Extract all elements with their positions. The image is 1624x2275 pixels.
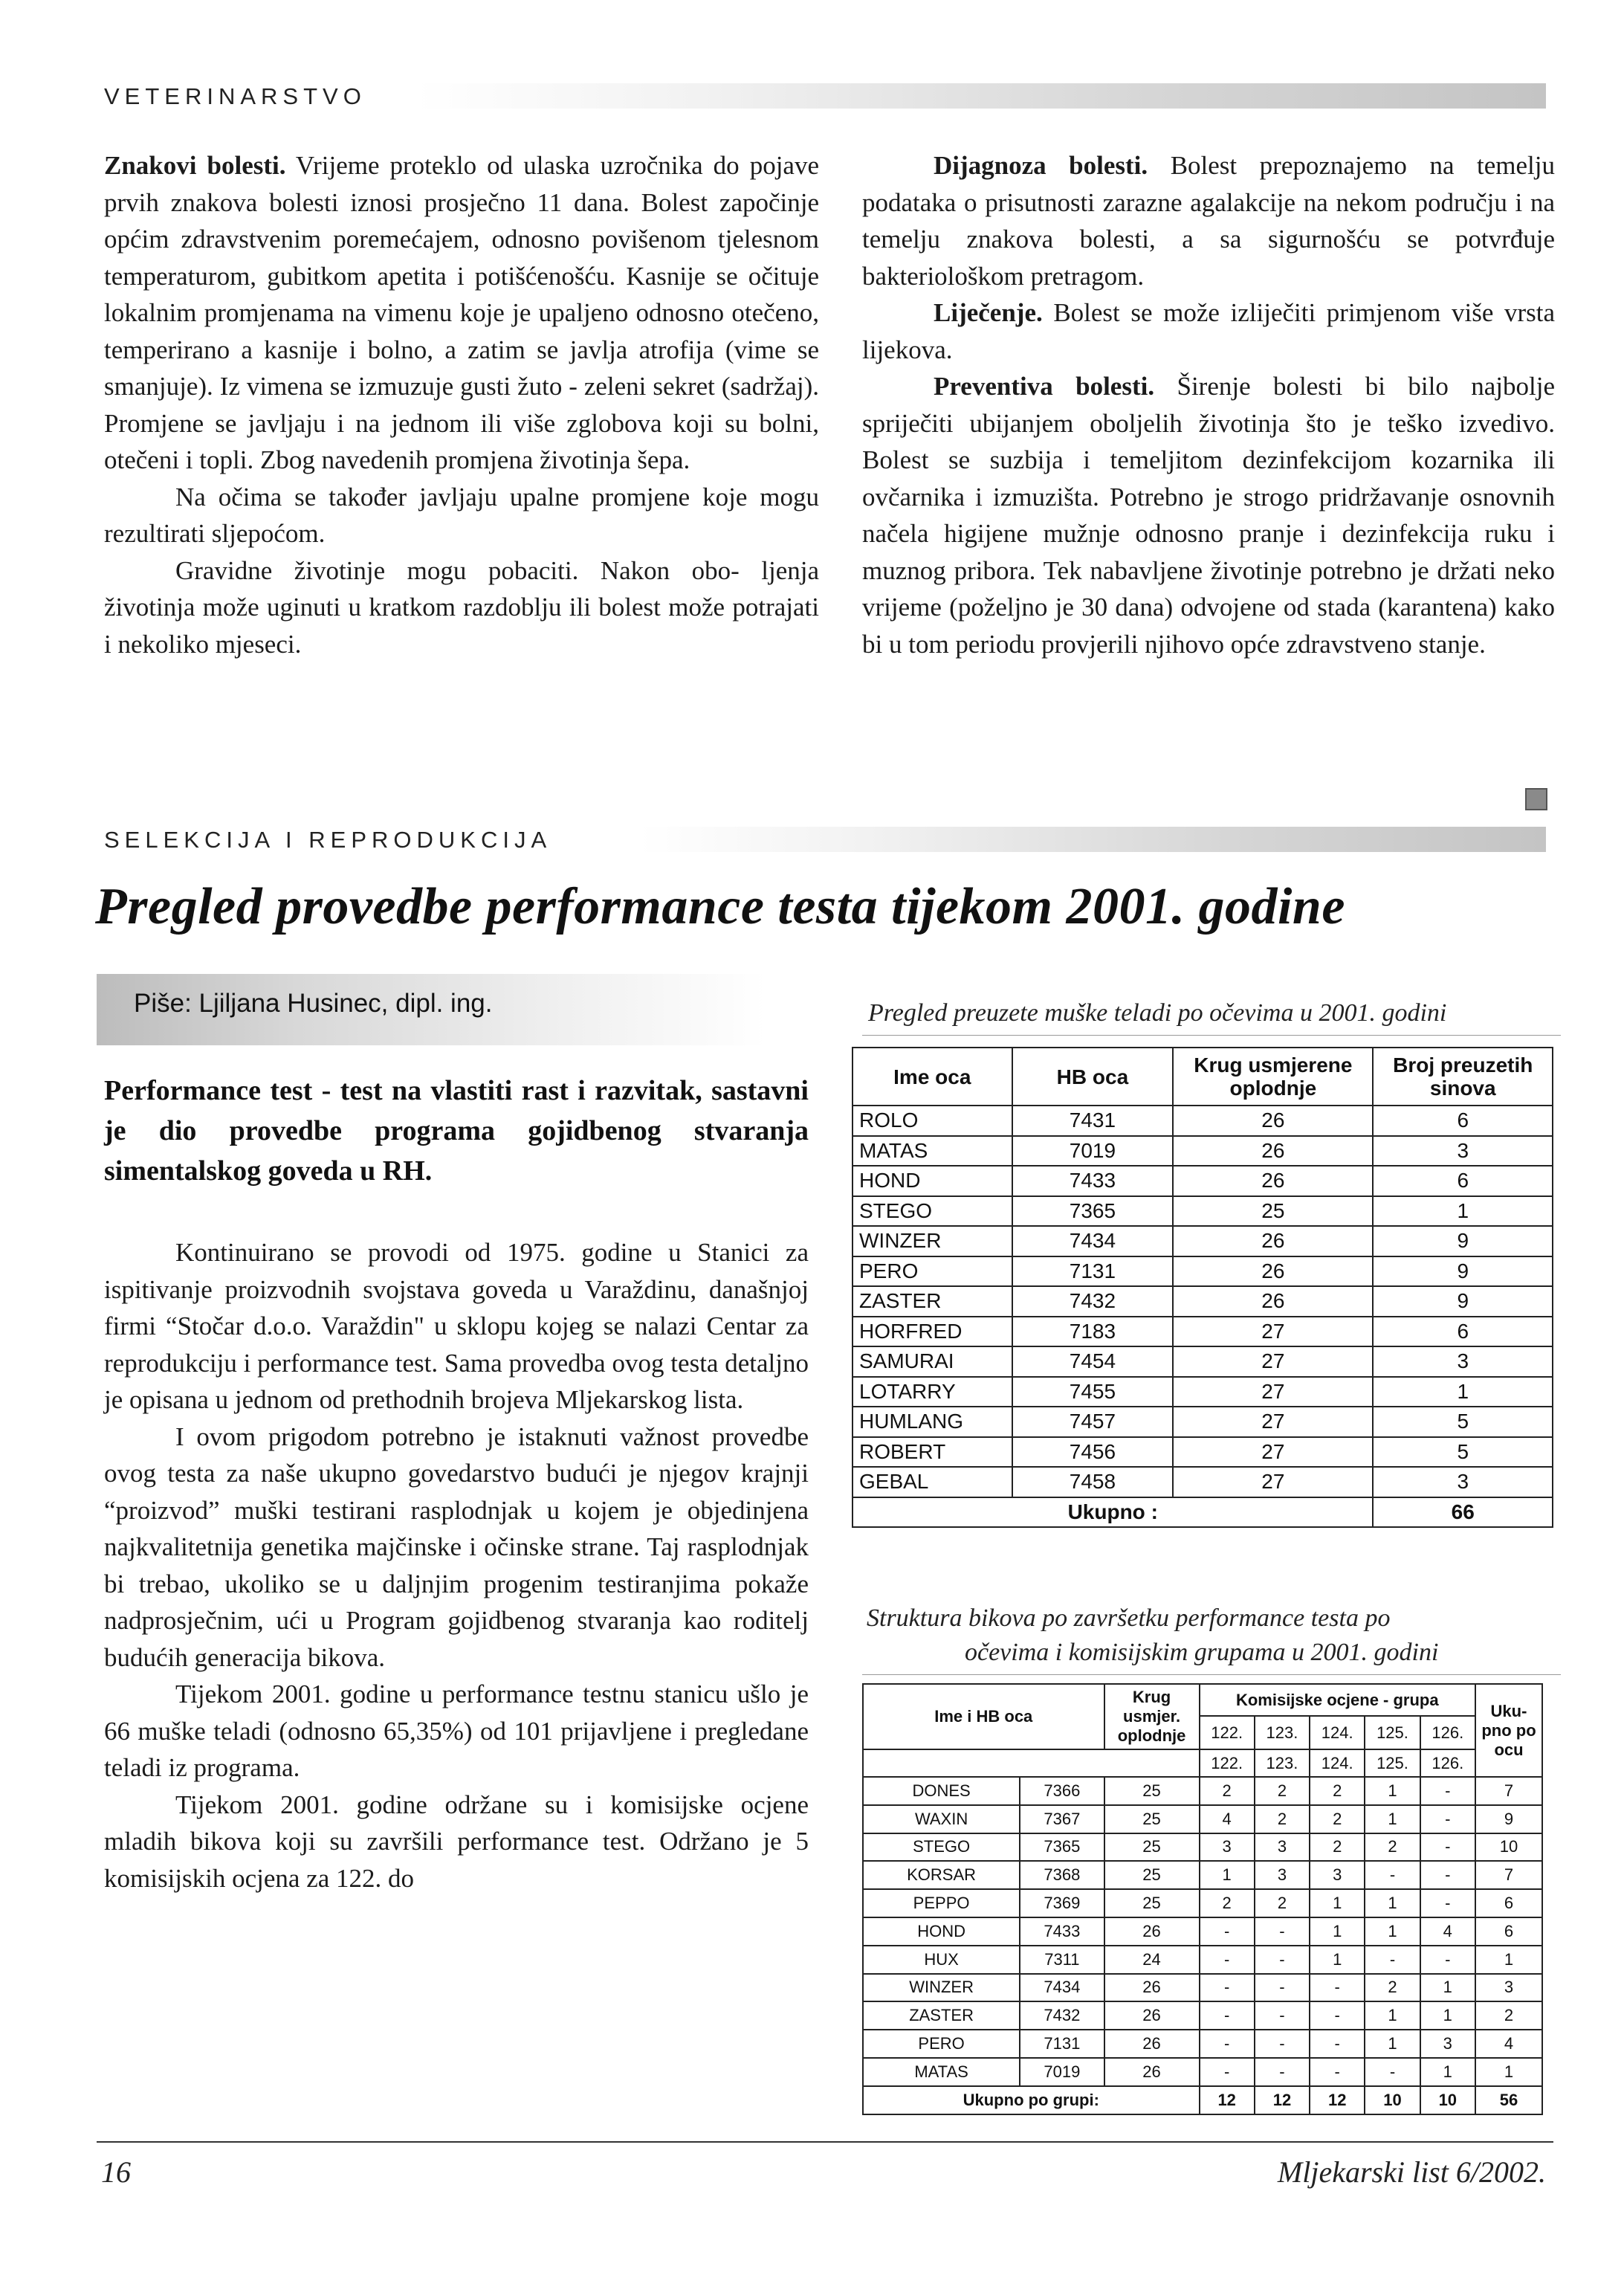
table1-cell-broj: 1 xyxy=(1373,1377,1553,1407)
table2-cell-g124: 1 xyxy=(1310,1917,1365,1946)
table1-cell-broj: 9 xyxy=(1373,1256,1553,1287)
table2-cell-g126: - xyxy=(1420,1946,1475,1974)
table1-cell-ime: ROBERT xyxy=(853,1437,1012,1468)
table1-cell-ime: HORFRED xyxy=(853,1317,1012,1347)
table1-body xyxy=(853,1106,1553,1527)
table1-cell-krug: 27 xyxy=(1173,1407,1373,1437)
table1-row xyxy=(853,1437,1553,1468)
table2-total-value: 12 xyxy=(1255,2086,1310,2114)
article-title: Pregled provedbe performance testa tijekom 2001. godine xyxy=(95,878,1345,935)
table1-cell-hb: 7431 xyxy=(1012,1106,1174,1136)
table1-cell-broj: 5 xyxy=(1373,1407,1553,1437)
table2-cell-g125: - xyxy=(1365,2058,1420,2086)
table2-cell-g125: 2 xyxy=(1365,1833,1420,1862)
table2-row xyxy=(863,1889,1542,1917)
table2-group-header-repeat: 125. xyxy=(1365,1749,1420,1777)
table2-cell-g122: - xyxy=(1200,1917,1255,1946)
table2-cell-g123: - xyxy=(1255,1946,1310,1974)
table2-total-value: 12 xyxy=(1200,2086,1255,2114)
table2-cell-g125: 1 xyxy=(1365,2001,1420,2030)
section-header-selekcija: SELEKCIJA I REPRODUKCIJA xyxy=(104,827,552,853)
table2-cell-total: 1 xyxy=(1475,2058,1542,2086)
table1-cell-krug: 26 xyxy=(1173,1226,1373,1256)
table2-cell-g126: - xyxy=(1420,1805,1475,1833)
table2-cell-hb: 7366 xyxy=(1020,1777,1104,1805)
table1-cell-krug: 25 xyxy=(1173,1196,1373,1227)
table1-cell-ime: LOTARRY xyxy=(853,1377,1012,1407)
table2-cell-g122: - xyxy=(1200,1946,1255,1974)
table2-cell-g126: - xyxy=(1420,1861,1475,1889)
table2-cell-krug: 24 xyxy=(1104,1946,1200,1974)
table2-cell-g122: - xyxy=(1200,2030,1255,2058)
table1-cell-broj: 6 xyxy=(1373,1317,1553,1347)
lead-preventiva: Preventiva bolesti. xyxy=(934,372,1155,401)
table2-cell-g126: 1 xyxy=(1420,1974,1475,2002)
table2-row xyxy=(863,1974,1542,2002)
table1-row xyxy=(853,1166,1553,1196)
table1-cell-hb: 7365 xyxy=(1012,1196,1174,1227)
section-header-veterinarstvo: VETERINARSTVO xyxy=(104,83,366,109)
table2-cell-g123: 3 xyxy=(1255,1861,1310,1889)
article-end-square-icon xyxy=(1525,788,1547,810)
table2-cell-hb: 7433 xyxy=(1020,1917,1104,1946)
table2-row xyxy=(863,1805,1542,1833)
table2-cell-krug: 25 xyxy=(1104,1805,1200,1833)
table1-row xyxy=(853,1196,1553,1227)
table1-header-ime: Ime oca xyxy=(853,1048,1012,1106)
table2-cell-g126: 3 xyxy=(1420,2030,1475,2058)
table2-cell-total: 1 xyxy=(1475,1946,1542,1974)
table2-cell-name: HOND xyxy=(863,1917,1020,1946)
table2-cell-krug: 26 xyxy=(1104,2030,1200,2058)
table2-cell-name: HUX xyxy=(863,1946,1020,1974)
section-header-rule xyxy=(416,83,1546,109)
table1-total-row xyxy=(853,1497,1553,1528)
table1-cell-ime: GEBAL xyxy=(853,1467,1012,1497)
table2-cell-g125: 2 xyxy=(1365,1974,1420,2002)
table2-cell-g124: 2 xyxy=(1310,1777,1365,1805)
paragraph-preventiva xyxy=(862,368,1555,662)
text-dijagnoza: Bolest prepoznajemo na temelju podataka o prisutnosti zarazne agalakcije na nekom području i na temelju znakova bolesti, a sa sigurnošću se potvrđuje bakteriološkom pretragom. xyxy=(862,151,1555,291)
lead-dijagnoza: Dijagnoza bolesti. xyxy=(934,151,1148,180)
table2-underline xyxy=(862,1674,1561,1675)
table1-cell-ime: SAMURAI xyxy=(853,1346,1012,1377)
table2-group-header: 125. xyxy=(1365,1716,1420,1749)
table1-header-krug: Krug usmjerene oplodnje xyxy=(1173,1048,1373,1106)
table2-cell-name: KORSAR xyxy=(863,1861,1020,1889)
table2-body xyxy=(863,1777,1542,2114)
table2-caption-line1: Struktura bikova po završetku performance testa po xyxy=(867,1604,1391,1632)
table1-cell-hb: 7458 xyxy=(1012,1467,1174,1497)
table2-header-row-1 xyxy=(863,1684,1542,1716)
table1-cell-hb: 7433 xyxy=(1012,1166,1174,1196)
table1-header-hb: HB oca xyxy=(1012,1048,1174,1106)
table1-cell-ime: STEGO xyxy=(853,1196,1012,1227)
table2-cell-name: WINZER xyxy=(863,1974,1020,2002)
table2-cell-g123: - xyxy=(1255,2030,1310,2058)
text-gravidne: Gravidne životinje mogu pobaciti. Nakon obo- ljenja životinja može uginuti u kratkom razdoblju ili bolest može potrajati i nekoliko mjeseci. xyxy=(104,555,819,659)
table2-cell-g126: 4 xyxy=(1420,1917,1475,1946)
table1-cell-hb: 7457 xyxy=(1012,1407,1174,1437)
table2-cell-g124: - xyxy=(1310,2001,1365,2030)
table1-cell-hb: 7456 xyxy=(1012,1437,1174,1468)
table2-cell-hb: 7131 xyxy=(1020,2030,1104,2058)
table1-cell-broj: 5 xyxy=(1373,1437,1553,1468)
table2-cell-g126: - xyxy=(1420,1777,1475,1805)
table2-cell-g126: - xyxy=(1420,1889,1475,1917)
table1-row xyxy=(853,1136,1553,1166)
table1-cell-ime: PERO xyxy=(853,1256,1012,1287)
table2-group-header: 122. xyxy=(1200,1716,1255,1749)
section-header-rule-2 xyxy=(639,827,1546,852)
author-line: Piše: Ljiljana Husinec, dipl. ing. xyxy=(134,989,493,1018)
table2 xyxy=(862,1683,1543,2115)
table2-row xyxy=(863,1917,1542,1946)
right-column-text xyxy=(862,147,1555,662)
table1-cell-krug: 26 xyxy=(1173,1286,1373,1317)
article-paragraph-1: Kontinuirano se provodi od 1975. godine u Stanici za ispitivanje proizvodnih svojstava goveda u Varaždinu, današnjoj firmi “Stočar d.o.o. Varaždin" u sklopu kojeg se nalazi Centar za reprodukciju i performance test. Sama provedba ovog testa detaljno je opisana u jednom od prethodnih brojeva Mljekarskog lista. xyxy=(104,1238,809,1414)
table2-cell-krug: 26 xyxy=(1104,2058,1200,2086)
table1-row xyxy=(853,1407,1553,1437)
table2-row xyxy=(863,2001,1542,2030)
table2-cell-krug: 25 xyxy=(1104,1889,1200,1917)
table2-cell-krug: 26 xyxy=(1104,1917,1200,1946)
table2-cell-g124: 1 xyxy=(1310,1946,1365,1974)
lead-lijecenje: Liječenje. xyxy=(934,298,1043,327)
table1-row xyxy=(853,1317,1553,1347)
table2-cell-krug: 25 xyxy=(1104,1833,1200,1862)
table2-cell-g123: 3 xyxy=(1255,1833,1310,1862)
table2-cell-g124: - xyxy=(1310,1974,1365,2002)
table1-cell-hb: 7455 xyxy=(1012,1377,1174,1407)
article-paragraph-2: I ovom prigodom potrebno je istaknuti važnost provedbe ovog testa za naše ukupno govedarstvo budući je njegov krajnji “proizvod” muški testirani rasplodnjak u kojem je objedinjena najkvalitetnija genetika majčinske i očinske strane. Taj rasplodnjak bi trebao, ukoliko se u daljnjim progenim testiranjima pokaže nadprosječnim, ući u Program gojidbenog stvaranja kao roditelj budućih generacija bikova. xyxy=(104,1422,809,1672)
table2-cell-g126: - xyxy=(1420,1833,1475,1862)
table2-group-header-repeat: 122. xyxy=(1200,1749,1255,1777)
table1-cell-hb: 7131 xyxy=(1012,1256,1174,1287)
footer-journal: Mljekarski list 6/2002. xyxy=(1277,2155,1546,2189)
table1-row xyxy=(853,1256,1553,1287)
table1-header-broj: Broj preuzetih sinova xyxy=(1373,1048,1553,1106)
table2-cell-name: PEPPO xyxy=(863,1889,1020,1917)
table1-cell-broj: 3 xyxy=(1373,1346,1553,1377)
table2-cell-krug: 25 xyxy=(1104,1777,1200,1805)
table2-cell-g123: - xyxy=(1255,1974,1310,2002)
table1-cell-krug: 27 xyxy=(1173,1467,1373,1497)
table1-cell-hb: 7432 xyxy=(1012,1286,1174,1317)
table2-cell-total: 2 xyxy=(1475,2001,1542,2030)
table1-row xyxy=(853,1286,1553,1317)
table1-cell-ime: MATAS xyxy=(853,1136,1012,1166)
table1-cell-ime: WINZER xyxy=(853,1226,1012,1256)
table1-header-row xyxy=(853,1048,1553,1106)
article-paragraph-4: Tijekom 2001. godine održane su i komisijske ocjene mladih bikova koji su završili performance test. Održano je 5 komisijskih ocjena za 122. do xyxy=(104,1790,809,1893)
table2-cell-g124: - xyxy=(1310,2058,1365,2086)
table2-cell-g123: - xyxy=(1255,2058,1310,2086)
table2-header-row-3 xyxy=(863,1749,1542,1777)
text-preventiva: Širenje bolesti bi bilo najbolje spriječiti ubijanjem oboljelih životinja što je teško izvedivo. Bolest se suzbija i temeljitom dezinfekcijom kozarnika ili ovčarnika i izmuzišta. Potrebno je strogo pridržavanje osnovnih načela higijene mužnje odnosno pranje i dezinfekcija ruku i muznog pribora. Tek nabavljene životinje potrebno je držati neko vrijeme (poželjno je 30 dana) odvojene od stada (karantena) kako bi u tom periodu provjerili njihovo opće zdravstveno stanje. xyxy=(862,372,1555,659)
table2-total-value: 10 xyxy=(1365,2086,1420,2114)
paragraph-gravidne xyxy=(104,552,819,663)
table2-cell-total: 6 xyxy=(1475,1917,1542,1946)
table2-cell-total: 7 xyxy=(1475,1861,1542,1889)
table1 xyxy=(852,1047,1553,1528)
article-body xyxy=(104,1234,809,1897)
table1-cell-hb: 7454 xyxy=(1012,1346,1174,1377)
table2-header-groups: Komisijske ocjene - grupa xyxy=(1200,1684,1475,1716)
table2-row xyxy=(863,1861,1542,1889)
table1-underline xyxy=(862,1035,1561,1036)
table1-row xyxy=(853,1377,1553,1407)
text-lijecenje: Bolest se može izliječiti primjenom više vrsta lijekova. xyxy=(862,298,1555,364)
table2-cell-hb: 7434 xyxy=(1020,1974,1104,2002)
table2-cell-g125: 1 xyxy=(1365,1889,1420,1917)
table1-cell-ime: HOND xyxy=(853,1166,1012,1196)
table2-cell-name: MATAS xyxy=(863,2058,1020,2086)
table2-cell-g122: 2 xyxy=(1200,1889,1255,1917)
table2-header-krug: Krug usmjer. oplodnje xyxy=(1104,1684,1200,1749)
table2-cell-hb: 7432 xyxy=(1020,2001,1104,2030)
table2-row xyxy=(863,2030,1542,2058)
table1-cell-krug: 27 xyxy=(1173,1346,1373,1377)
footer-page-number: 16 xyxy=(101,2155,131,2189)
table1-cell-hb: 7019 xyxy=(1012,1136,1174,1166)
table2-row xyxy=(863,1833,1542,1862)
article-paragraph-3: Tijekom 2001. godine u performance testnu stanicu ušlo je 66 muške teladi (odnosno 65,35%) od 101 prijavljene i pregledane teladi iz programa. xyxy=(104,1679,809,1782)
table1-cell-broj: 3 xyxy=(1373,1467,1553,1497)
table2-cell-hb: 7019 xyxy=(1020,2058,1104,2086)
article-lead: Performance test - test na vlastiti rast i razvitak, sastavni je dio provedbe programa gojidbenog stvaranja simentalskog goveda u RH. xyxy=(104,1075,809,1187)
paragraph-dijagnoza xyxy=(862,147,1555,294)
table2-cell-krug: 26 xyxy=(1104,1974,1200,2002)
table2-cell-g122: - xyxy=(1200,2058,1255,2086)
table2-total-label: Ukupno po grupi: xyxy=(863,2086,1200,2114)
table2-cell-g123: 2 xyxy=(1255,1889,1310,1917)
table2-cell-name: DONES xyxy=(863,1777,1020,1805)
table2-cell-hb: 7368 xyxy=(1020,1861,1104,1889)
text-oci: Na očima se također javljaju upalne promjene koje mogu rezultirati sljepoćom. xyxy=(104,482,819,548)
table1-cell-hb: 7434 xyxy=(1012,1226,1174,1256)
table2-cell-hb: 7365 xyxy=(1020,1833,1104,1862)
table2-cell-g122: 4 xyxy=(1200,1805,1255,1833)
table2-cell-hb: 7367 xyxy=(1020,1805,1104,1833)
table2-cell-g123: 2 xyxy=(1255,1777,1310,1805)
table1-cell-krug: 27 xyxy=(1173,1317,1373,1347)
table1-cell-krug: 26 xyxy=(1173,1166,1373,1196)
paragraph-znakovi xyxy=(104,147,819,479)
table2-cell-hb: 7311 xyxy=(1020,1946,1104,1974)
table2-cell-total: 9 xyxy=(1475,1805,1542,1833)
footer-rule xyxy=(97,2141,1553,2143)
table2-row xyxy=(863,1777,1542,1805)
table2-group-header: 126. xyxy=(1420,1716,1475,1749)
table1-cell-krug: 27 xyxy=(1173,1377,1373,1407)
table1-cell-krug: 26 xyxy=(1173,1256,1373,1287)
table2-total-row xyxy=(863,2086,1542,2114)
table2-cell-g124: - xyxy=(1310,2030,1365,2058)
table2-group-header-repeat: 124. xyxy=(1310,1749,1365,1777)
table2-cell-total: 6 xyxy=(1475,1889,1542,1917)
table1-cell-hb: 7183 xyxy=(1012,1317,1174,1347)
table1-cell-broj: 6 xyxy=(1373,1166,1553,1196)
table1-cell-broj: 3 xyxy=(1373,1136,1553,1166)
table2-group-header: 124. xyxy=(1310,1716,1365,1749)
table2-cell-g124: 2 xyxy=(1310,1805,1365,1833)
table2-cell-g124: 3 xyxy=(1310,1861,1365,1889)
table2-cell-g126: 1 xyxy=(1420,2058,1475,2086)
table2-cell-g126: 1 xyxy=(1420,2001,1475,2030)
table2-row xyxy=(863,2058,1542,2086)
table1-cell-ime: ROLO xyxy=(853,1106,1012,1136)
table2-cell-g122: 3 xyxy=(1200,1833,1255,1862)
table2-total-value: 10 xyxy=(1420,2086,1475,2114)
table2-cell-g125: 1 xyxy=(1365,2030,1420,2058)
table2-header-spacer xyxy=(863,1749,1200,1777)
table1-total-value: 66 xyxy=(1373,1497,1553,1528)
table1-cell-krug: 26 xyxy=(1173,1136,1373,1166)
table2-cell-g122: - xyxy=(1200,1974,1255,2002)
table2-cell-g122: 2 xyxy=(1200,1777,1255,1805)
table2-cell-g122: 1 xyxy=(1200,1861,1255,1889)
table2-cell-name: ZASTER xyxy=(863,2001,1020,2030)
table2-cell-g124: 1 xyxy=(1310,1889,1365,1917)
table1-cell-broj: 9 xyxy=(1373,1286,1553,1317)
table1-cell-broj: 6 xyxy=(1373,1106,1553,1136)
table2-cell-hb: 7369 xyxy=(1020,1889,1104,1917)
table1-cell-ime: HUMLANG xyxy=(853,1407,1012,1437)
table2-cell-total: 3 xyxy=(1475,1974,1542,2002)
table2-header-name: Ime i HB oca xyxy=(863,1684,1104,1749)
table2-cell-g122: - xyxy=(1200,2001,1255,2030)
table2-cell-total: 10 xyxy=(1475,1833,1542,1862)
table2-header-total: Uku- pno po ocu xyxy=(1475,1684,1542,1777)
table1-total-label: Ukupno : xyxy=(853,1497,1373,1528)
table2-cell-g125: 1 xyxy=(1365,1805,1420,1833)
table2-cell-name: STEGO xyxy=(863,1833,1020,1862)
table1-row xyxy=(853,1346,1553,1377)
table1-cell-krug: 26 xyxy=(1173,1106,1373,1136)
table2-row xyxy=(863,1946,1542,1974)
paragraph-lijecenje xyxy=(862,294,1555,368)
table1-row xyxy=(853,1467,1553,1497)
left-column-text xyxy=(104,147,819,662)
table2-total-value: 12 xyxy=(1310,2086,1365,2114)
table2-cell-g123: - xyxy=(1255,1917,1310,1946)
table2-cell-name: WAXIN xyxy=(863,1805,1020,1833)
table2-cell-name: PERO xyxy=(863,2030,1020,2058)
table2-cell-g125: - xyxy=(1365,1861,1420,1889)
table1-row xyxy=(853,1226,1553,1256)
table2-group-header-repeat: 123. xyxy=(1255,1749,1310,1777)
table2-cell-g123: 2 xyxy=(1255,1805,1310,1833)
lead-znakovi: Znakovi bolesti. xyxy=(104,151,286,180)
table2-group-header-repeat: 126. xyxy=(1420,1749,1475,1777)
table1-row xyxy=(853,1106,1553,1136)
table2-group-header: 123. xyxy=(1255,1716,1310,1749)
table2-cell-g125: - xyxy=(1365,1946,1420,1974)
table2-caption-line2: očevima i komisijskim grupama u 2001. godini xyxy=(965,1639,1439,1666)
table2-cell-g123: - xyxy=(1255,2001,1310,2030)
table1-cell-ime: ZASTER xyxy=(853,1286,1012,1317)
paragraph-oci xyxy=(104,479,819,552)
table1-cell-krug: 27 xyxy=(1173,1437,1373,1468)
text-znakovi: Vrijeme proteklo od ulaska uzročnika do pojave prvih znakova bolesti iznosi prosječno 11 dana. Bolest započinje općim zdravstvenim poremećajem, odnosno povišenom tjelesnom temperaturom, gubitkom apetita i potišćenošću. Kasnije se očituje lokalnim promjenama na vimenu koje je upaljeno odnosno otečeno, temperirano a kasnije i bolno, a zatim se javlja atrofija (vime se smanjuje). Iz vimena se izmuzuje gusti žuto - zeleni sekret (sadržaj). Promjene se javljaju i na jednom ili više zglobova koji su bolni, otečeni i topli. Zbog navedenih promjena životinja šepa. xyxy=(104,151,819,474)
table2-cell-total: 7 xyxy=(1475,1777,1542,1805)
table1-caption: Pregled preuzete muške teladi po očevima u 2001. godini xyxy=(868,999,1447,1027)
table2-cell-krug: 25 xyxy=(1104,1861,1200,1889)
table2-total-value: 56 xyxy=(1475,2086,1542,2114)
table2-cell-g125: 1 xyxy=(1365,1917,1420,1946)
table2-cell-g125: 1 xyxy=(1365,1777,1420,1805)
table2-cell-krug: 26 xyxy=(1104,2001,1200,2030)
table2-cell-total: 4 xyxy=(1475,2030,1542,2058)
table2-cell-g124: 2 xyxy=(1310,1833,1365,1862)
table1-cell-broj: 9 xyxy=(1373,1226,1553,1256)
table1-cell-broj: 1 xyxy=(1373,1196,1553,1227)
